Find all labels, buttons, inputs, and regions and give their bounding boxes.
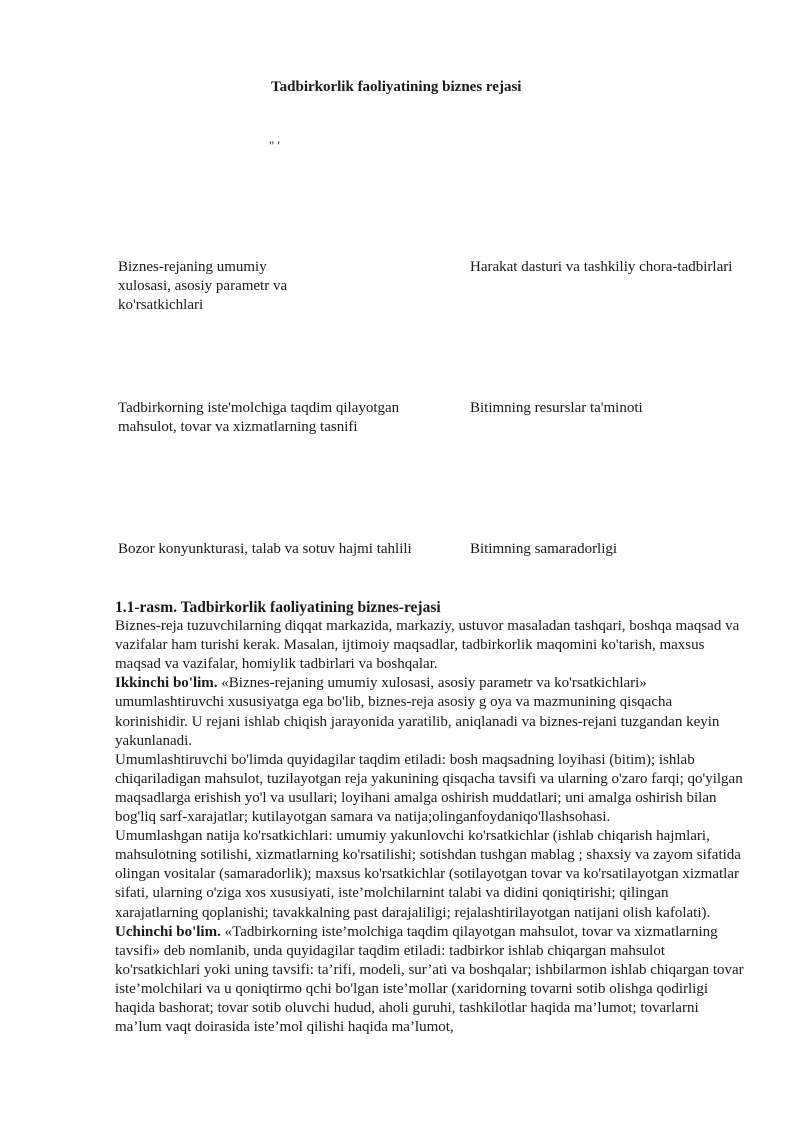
body-text bbox=[115, 598, 745, 1037]
diagram-box-market-analysis: Bozor konyunkturasi, talab va sotuv hajmi tahlili bbox=[118, 541, 412, 557]
section-lead: Uchinchi bo'lim. bbox=[115, 923, 221, 940]
diagram-box-resources: Bitimning resurslar ta'minoti bbox=[470, 400, 643, 416]
page-title: Tadbirkorlik faoliyatining biznes rejasi bbox=[271, 79, 522, 95]
diagram-box-summary: Biznes-rejaning umumiy xulosasi, asosiy parametr va ko'rsatkichlari bbox=[118, 259, 288, 313]
paragraph bbox=[115, 923, 745, 1038]
stray-quote-marks: " ' bbox=[269, 138, 280, 153]
paragraph: Umumlashtiruvchi bo'limda quyidagilar taqdim etiladi: bosh maqsadning loyihasi (bitim); ishlab chiqariladigan mahsulot, tuzilayotgan reja yakunining qisqacha tavsifi va ularning o'zaro farqi; qo'yilgan maqsadlarga erishish yo'l va usullari; loyihani amalga oshirish muddatlari; uni amalga oshirish bilan bog'liq sarf-xarajatlar; kutilayotgan samara va natija;olinganfoydaniqo'llashsohasi. bbox=[115, 751, 743, 826]
diagram-box-action-program: Harakat dasturi va tashkiliy chora-tadbirlari bbox=[470, 259, 733, 275]
paragraph: Biznes-reja tuzuvchilarning diqqat markazida, markaziy, ustuvor masaladan tashqari, boshqa maqsad va vazifalar ham turishi kerak. Masalan, ijtimoiy maqsadlar, tadbirkorlik maqomini ko'tarish, maxsus maqsad va vazifalar, homiylik tadbirlari va boshqalar. bbox=[115, 618, 740, 673]
figure-caption: 1.1-rasm. Tadbirkorlik faoliyatining biznes-rejasi bbox=[115, 599, 441, 616]
paragraph: Umumlashgan natija ko'rsatkichlari: umumiy yakunlovchi ko'rsatkichlar (ishlab chiqarish hajmlari, mahsulotning sotilishi, xizmatlarning ko'rsatilishi; sotishdan tushgan mablag ; shaxsiy va zayom sifatida olingan vositalar (samaradorlik); maxsus ko'rsatkichlar (sotilayotgan tovar va ko'rsatilayotgan xizmatlar sifati, ularning o'ziga xos xususiyati, iste’molchilarnint talabi va didini qoniqtirishi; qilingan xarajatlarning qoplanishi; tavakkalning past darajaliligi; rejalashtirilayotgan natijani olish kafolati). bbox=[115, 828, 741, 921]
diagram-box-efficiency: Bitimning samaradorligi bbox=[470, 541, 618, 557]
section-lead: Ikkinchi bo'lim. bbox=[115, 675, 218, 692]
diagram-box-product-description: Tadbirkorning iste'molchiga taqdim qilayotgan mahsulot, tovar va xizmatlarning tasnifi bbox=[118, 400, 400, 435]
paragraph-text: «Tadbirkorning iste’molchiga taqdim qilayotgan mahsulot, tovar va xizmatlarning tavsifi» deb nomlanib, unda quyidagilar taqdim etiladi: tadbirkor ishlab chiqargan mahsulot ko'rsatkichlari yoki uning tavsifi: ta’rifi, modeli, sur’ati va boshqalar; ishbilarmon ishlab chiqargan tovar iste’molchilari va u qoniqtirmo qchi bo'lgan iste’mollar (xaridorning tovarni sotib olishga qodirligi haqida bashorat; tovar sotib oluvchi hudud, aholi guruhi, tashkilotlar haqida ma’lumot; tovarlarni ma’lum vaqt doirasida iste’mol qilishi haqida ma’lumot, bbox=[115, 923, 744, 1036]
paragraph bbox=[115, 674, 745, 750]
paragraph-text: «Biznes-rejaning umumiy xulosasi, asosiy parametr va ko'rsatkichlari» umumlashtiruvchi xususiyatga ega bo'lib, biznes-reja asosiy g oya va mazmunining qisqacha korinishidir. U rejani ishlab chiqish jarayonida yaratilib, aniqlanadi va biznes-rejani tuzgandan keyin yakunlanadi. bbox=[115, 675, 720, 749]
